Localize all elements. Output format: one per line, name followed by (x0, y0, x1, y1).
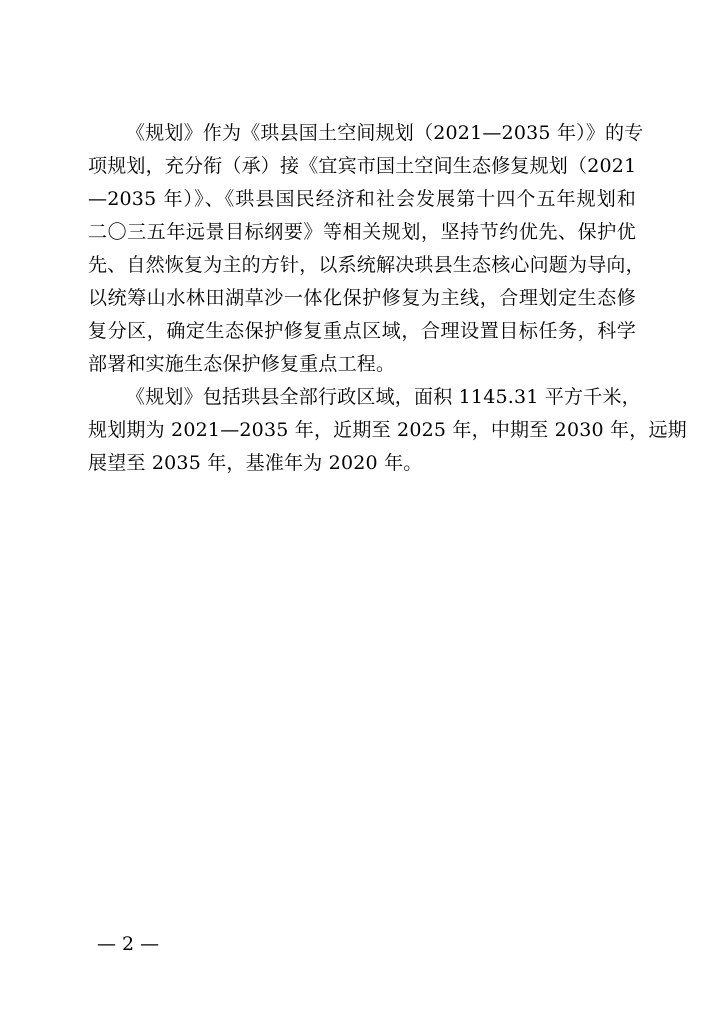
text-line: —2035 年）》、《珙县国民经济和社会发展第十四个五年规划和 (88, 188, 636, 210)
text-line: 先、自然恢复为主的方针，以系统解决珙县生态核心问题为导向， (88, 254, 645, 276)
text-line: 二〇三五年远景目标纲要》等相关规划，坚持节约优先、保护优 (88, 221, 636, 243)
text-line: 展望至 2035 年，基准年为 2020 年。 (88, 452, 423, 474)
text-line: 规划期为 2021—2035 年，近期至 2025 年，中期至 2030 年，远期 (88, 419, 687, 441)
text-line: 复分区，确定生态保护修复重点区域，合理设置目标任务，科学 (88, 320, 636, 342)
text-line: 部署和实施生态保护修复重点工程。 (88, 353, 396, 375)
paragraph-scope (88, 117, 645, 381)
text-line: 项规划，充分衔（承）接《宜宾市国土空间生态修复规划（2021 (88, 155, 637, 177)
text-line: 以统筹山水林田湖草沙一体化保护修复为主线，合理划定生态修 (88, 287, 636, 309)
page-number: — 2 — (97, 933, 160, 955)
body-text (88, 117, 687, 480)
paragraph-area-period (88, 381, 687, 480)
text-line: 《规划》作为《珙县国土空间规划（2021—2035 年）》的专 (126, 122, 644, 144)
text-line: 《规划》包括珙县全部行政区域，面积 1145.31 平方千米， (126, 386, 641, 408)
